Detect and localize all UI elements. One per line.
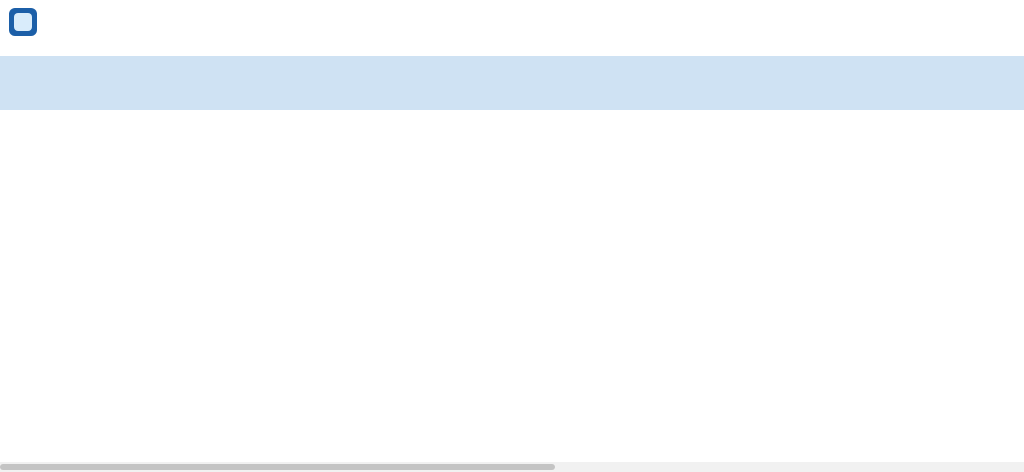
logo-icon [9,8,37,36]
scrollbar-thumb[interactable] [0,464,555,470]
company-banner [0,56,1024,110]
